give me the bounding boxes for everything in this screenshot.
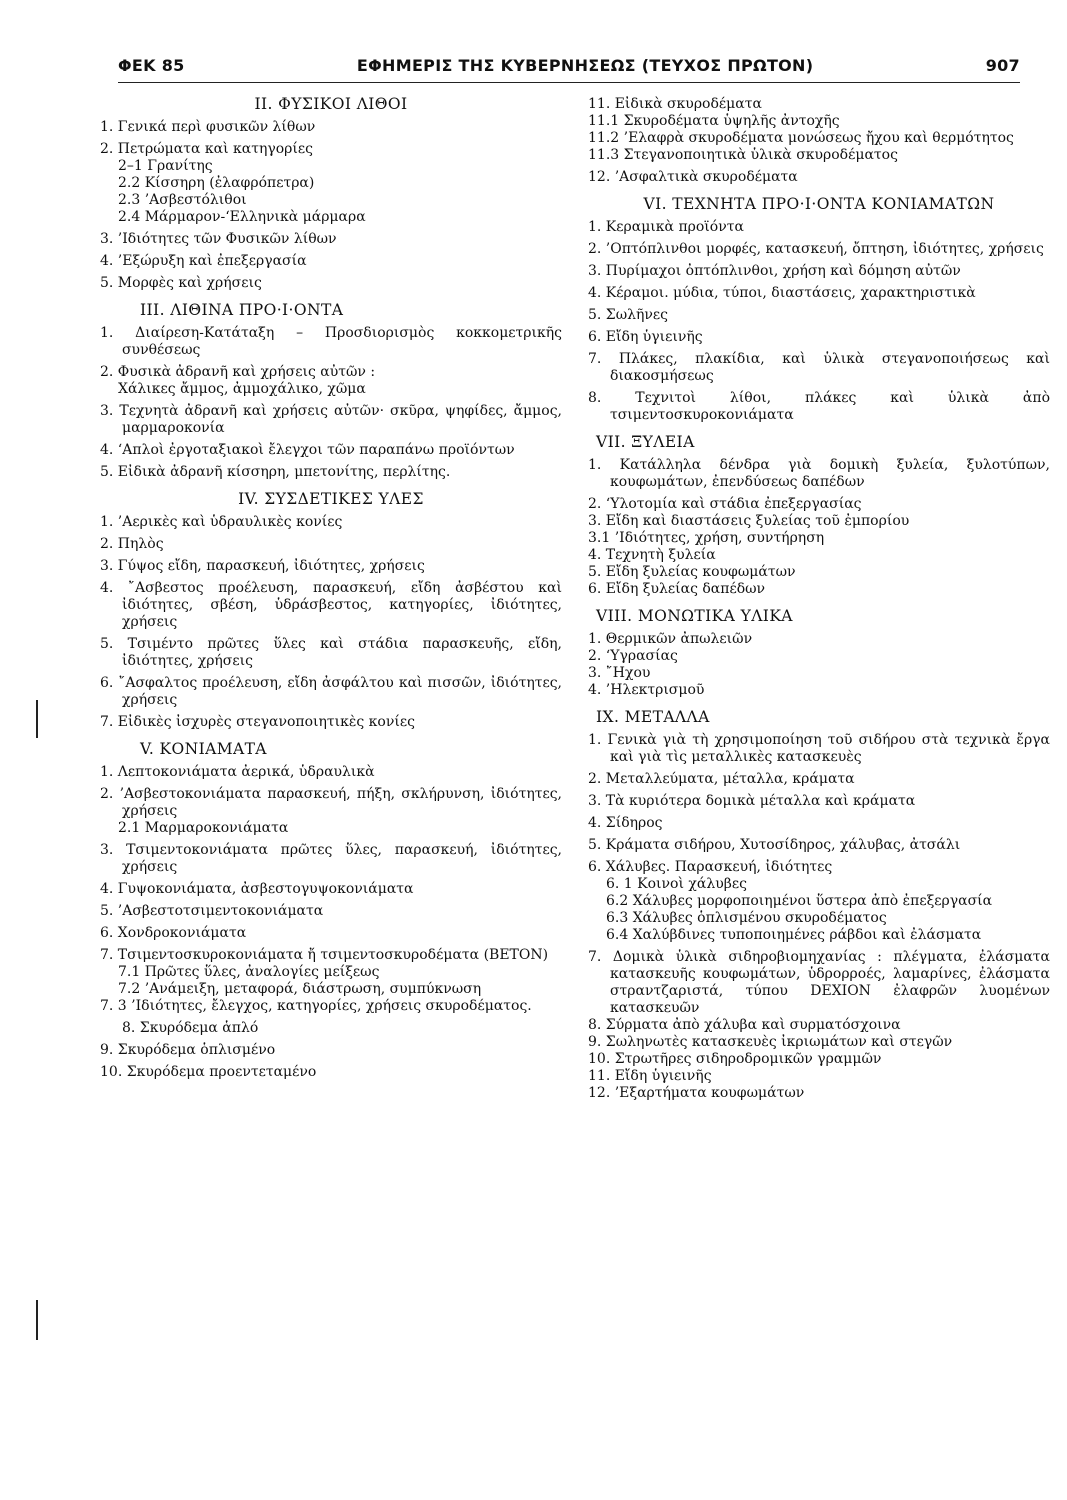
list-item: 7. Τσιμεντοσκυροκονιάματα ἤ τσιμεντοσκυροδέματα (ΒΕΤΟΝ) [100,947,549,963]
list-item: 7. Δομικὰ ὑλικὰ σιδηροβιομηχανίας : πλέγματα, ἐλάσματα κατασκευῆς κουφωμάτων, ὑδρορροές, λαμαρίνες, ἐλάσματα στραντζαριστά, τύπου DEXION ἐλαφρῶν λυομένων κατασκευῶν [588,949,1050,1016]
list-item: 6. Χονδροκονιάματα [100,925,247,941]
margin-mark [36,700,38,738]
list-item: 4. Κέραμοι. μύδια, τύποι, διαστάσεις, χαρακτηριστικὰ [588,285,976,301]
list-item: 2. ’Οπτόπλινθοι μορφές, κατασκευή, ὄπτηση, ἰδιότητες, χρήσεις [588,241,1044,257]
list-item: 2. ‘Υλοτομία καὶ στάδια ἐπεξεργασίας [588,496,862,512]
list-item: 10. Σκυρόδεμα προεντεταμένο [100,1064,317,1080]
list-item: 12. ’Εξαρτήματα κουφωμάτων [588,1085,805,1101]
margin-mark [36,1300,38,1340]
list-subitem: 2.3 ’Ασβεστόλιθοι [118,192,247,208]
list-item: 8. Σκυρόδεμα ἁπλό [122,1020,259,1036]
gazette-title: ΕΦΗΜΕΡΙΣ ΤΗΣ ΚΥΒΕΡΝΗΣΕΩΣ (ΤΕΥΧΟΣ ΠΡΩΤΟΝ) [356,56,814,75]
list-subitem: 6.2 Χάλυβες μορφοποιημένοι ὕστερα ἀπὸ ἐπεξεργασία [606,893,993,909]
section-title: VI. ΤΕΧΝΗΤΑ ΠΡΟ·Ι·ΟΝΤΑ ΚΟΝΙΑΜΑΤΩΝ [643,195,995,213]
list-item: 5. Κράματα σιδήρου, Χυτοσίδηρος, χάλυβας, ἀτσάλι [588,837,961,853]
list-item: 5. ’Ασβεστοτσιμεντοκονιάματα [100,903,324,919]
list-subitem: Χάλικες ἄμμος, ἀμμοχάλικο, χῶμα [118,381,366,397]
list-subitem: 2.1 Μαρμαροκονιάματα [118,820,289,836]
section-title: VII. ΞΥΛΕΙΑ [596,433,695,451]
list-item: 2. ’Ασβεστοκονιάματα παρασκευή, πήξη, σκλήρυνση, ἰδιότητες, χρήσεις [100,786,562,819]
list-item: 3. Τεχνητὰ ἀδρανῆ καὶ χρήσεις αὐτῶν· σκῦρα, ψηφίδες, ἄμμος, μαρμαροκονία [100,403,562,436]
list-item: 11. Εἰδικὰ σκυροδέματα [588,96,762,112]
list-item: 4. Τεχνητὴ ξυλεία [588,547,716,563]
list-subitem: 7.2 ’Ανάμειξη, μεταφορά, διάστρωση, συμπύκνωση [118,981,482,997]
list-item: 3. Γύψος εἴδη, παρασκευή, ἰδιότητες, χρήσεις [100,558,425,574]
section-insulation [588,608,1050,699]
list-item: 8. Σύρματα ἀπὸ χάλυβα καὶ συρματόσχοινα [588,1017,901,1033]
list-item: 5. Τσιμέντο πρῶτες ὕλες καὶ στάδια παρασκευῆς, εἴδη, ἰδιότητες, χρήσεις [100,636,562,669]
section-mortars [100,741,562,1081]
list-item: 2. Πετρώματα καὶ κατηγορίες [100,141,313,157]
list-item: 3. Τὰ κυριότερα δομικὰ μέταλλα καὶ κράματα [588,793,916,809]
right-column [588,96,1050,1112]
section-title: IV. ΣΥΣΔΕΤΙΚΕΣ ΥΛΕΣ [238,490,424,508]
list-item: 1. Κεραμικὰ προϊόντα [588,219,744,235]
list-item: 1. Λεπτοκονιάματα ἀερικά, ὑδραυλικὰ [100,764,375,780]
list-item: 2. ‘Υγρασίας [588,648,678,664]
list-item: 4. Σίδηρος [588,815,663,831]
list-item: 6. Χάλυβες. Παρασκευή, ἰδιότητες [588,859,833,875]
list-subitem: 7. 3 ’Ιδιότητες, ἔλεγχος, κατηγορίες, χρήσεις σκυροδέματος. [100,998,532,1014]
list-item: 5. Μορφὲς καὶ χρήσεις [100,275,262,291]
list-subitem: 6.4 Χαλύβδινες τυποποιημένες ράβδοι καὶ ἐλάσματα [606,927,982,943]
page-number: 907 [985,56,1020,75]
list-item: 5. Εἰδικὰ ἀδρανῆ κίσσηρη, μπετονίτης, περλίτης. [100,464,451,480]
list-item: 7. Πλάκες, πλακίδια, καὶ ὑλικὰ στεγανοποιήσεως καὶ διακοσμήσεως [588,351,1050,384]
issue-number: ΦΕΚ 85 [118,56,185,75]
list-item: 12. ’Ασφαλτικὰ σκυροδέματα [588,169,798,185]
list-item: 6. Εἴδη ξυλείας δαπέδων [588,581,766,597]
list-item: 4. ’Εξώρυξη καὶ ἐπεξεργασία [100,253,307,269]
list-item: 1. ’Αερικὲς καὶ ὑδραυλικὲς κονίες [100,514,343,530]
list-subitem: 2–1 Γρανίτης [118,158,213,174]
list-subitem: 3.1 ’Ιδιότητες, χρήση, συντήρηση [588,530,825,546]
list-subitem: 11.2 ’Ελαφρὰ σκυροδέματα μονώσεως ἤχου καὶ θερμότητος [588,130,1014,146]
list-item: 6. ῎Ασφαλτος προέλευση, εἴδη ἀσφάλτου καὶ πισσῶν, ἰδιότητες, χρήσεις [100,675,562,708]
section-metals [588,709,1050,1102]
left-column [100,96,562,1091]
list-subitem: 6.3 Χάλυβες ὁπλισμένου σκυροδέματος [606,910,887,926]
list-item: 8. Τεχνιτοὶ λίθοι, πλάκες καὶ ὑλικὰ ἀπὸ τσιμεντοσκυροκονιάματα [588,390,1050,423]
list-item: 5. Σωλῆνες [588,307,668,323]
list-subitem: 11.3 Στεγανοποιητικὰ ὑλικὰ σκυροδέματος [588,147,898,163]
section-title: ΙΙΙ. ΛΙΘΙΝΑ ΠΡΟ·Ι·ΟΝΤΑ [140,301,344,319]
list-subitem: 2.2 Κίσσηρη (ἐλαφρόπετρα) [118,175,315,191]
list-item: 6. Εἴδη ὑγιεινῆς [588,329,703,345]
list-item: 9. Σκυρόδεμα ὁπλισμένο [100,1042,276,1058]
list-item: 3. Πυρίμαχοι ὀπτόπλινθοι, χρήση καὶ δόμηση αὐτῶν [588,263,961,279]
section-binders [100,491,562,731]
list-item: 5. Εἴδη ξυλείας κουφωμάτων [588,564,796,580]
section-timber [588,434,1050,598]
section-natural-stones [100,96,562,292]
list-item: 3. Εἴδη καὶ διαστάσεις ξυλείας τοῦ ἐμπορίου [588,513,910,529]
list-item: 2. Πηλὸς [100,536,164,552]
list-subitem: 2.4 Μάρμαρον-‘Ελληνικὰ μάρμαρα [118,209,366,225]
section-title: VIII. ΜΟΝΩΤΙΚΑ ΥΛΙΚΑ [596,607,793,625]
list-item: 9. Σωληνωτὲς κατασκευὲς ἰκριωμάτων καὶ στεγῶν [588,1034,953,1050]
section-title: ΙΙ. ΦΥΣΙΚΟΙ ΛΙΘΟΙ [254,95,408,113]
list-item: 1. Θερμικῶν ἀπωλειῶν [588,631,753,647]
list-subitem: 7.1 Πρῶτες ὕλες, ἀναλογίες μείξεως [118,964,380,980]
list-item: 11. Εἴδη ὑγιεινῆς [588,1068,712,1084]
list-item: 3. ’Ιδιότητες τῶν Φυσικῶν λίθων [100,231,337,247]
list-item: 2. Φυσικὰ ἀδρανῆ καὶ χρήσεις αὐτῶν : [100,364,376,380]
section-stone-products [100,302,562,481]
list-item: 1. Γενικά περὶ φυσικῶν λίθων [100,119,316,135]
header-rule [118,82,1020,83]
list-item: 3. ῎Ηχου [588,665,651,681]
list-item: 7. Εἰδικὲς ἰσχυρὲς στεγανοποιητικὲς κονίες [100,714,415,730]
list-subitem: 11.1 Σκυροδέματα ὑψηλῆς ἀντοχῆς [588,113,840,129]
list-item: 2. Μεταλλεύματα, μέταλλα, κράματα [588,771,855,787]
list-item: 4. ’Ηλεκτρισμοῦ [588,682,705,698]
list-item: 4. ‘Απλοὶ ἐργοταξιακοὶ ἔλεγχοι τῶν παραπάνω προϊόντων [100,442,515,458]
list-item: 4. ῎Ασβεστος προέλευση, παρασκευή, εἴδη ἀσβέστου καὶ ἰδιότητες, σβέση, ὑδράσβεστος, κατηγορίες, ἰδιότητες, χρήσεις [100,580,562,630]
list-item: 1. Γενικὰ γιὰ τὴ χρησιμοποίηση τοῦ σιδήρου στὰ τεχνικὰ ἔργα καὶ γιὰ τὶς μεταλλικὲς κατασκευὲς [588,732,1050,765]
section-title: V. ΚΟΝΙΑΜΑΤΑ [140,740,267,758]
list-subitem: 6. 1 Κοινοὶ χάλυβες [606,876,747,892]
page-header [118,56,1020,82]
list-item: 1. Κατάλληλα δένδρα γιὰ δομικὴ ξυλεία, ξυλοτύπων, κουφωμάτων, ἐπενδύσεως δαπέδων [588,457,1050,490]
section-mortars-continued [588,96,1050,186]
list-item: 3. Τσιμεντοκονιάματα πρῶτες ὕλες, παρασκευή, ἰδιότητες, χρήσεις [100,842,562,875]
list-item: 1. Διαίρεση-Κατάταξη – Προσδιορισμὸς κοκκομετρικῆς συνθέσεως [100,325,562,358]
section-title: IX. ΜΕΤΑΛΛΑ [596,708,710,726]
list-item: 4. Γυψοκονιάματα, ἀσβεστογυψοκονιάματα [100,881,414,897]
list-item: 10. Στρωτῆρες σιδηροδρομικῶν γραμμῶν [588,1051,882,1067]
section-artificial-products [588,196,1050,424]
